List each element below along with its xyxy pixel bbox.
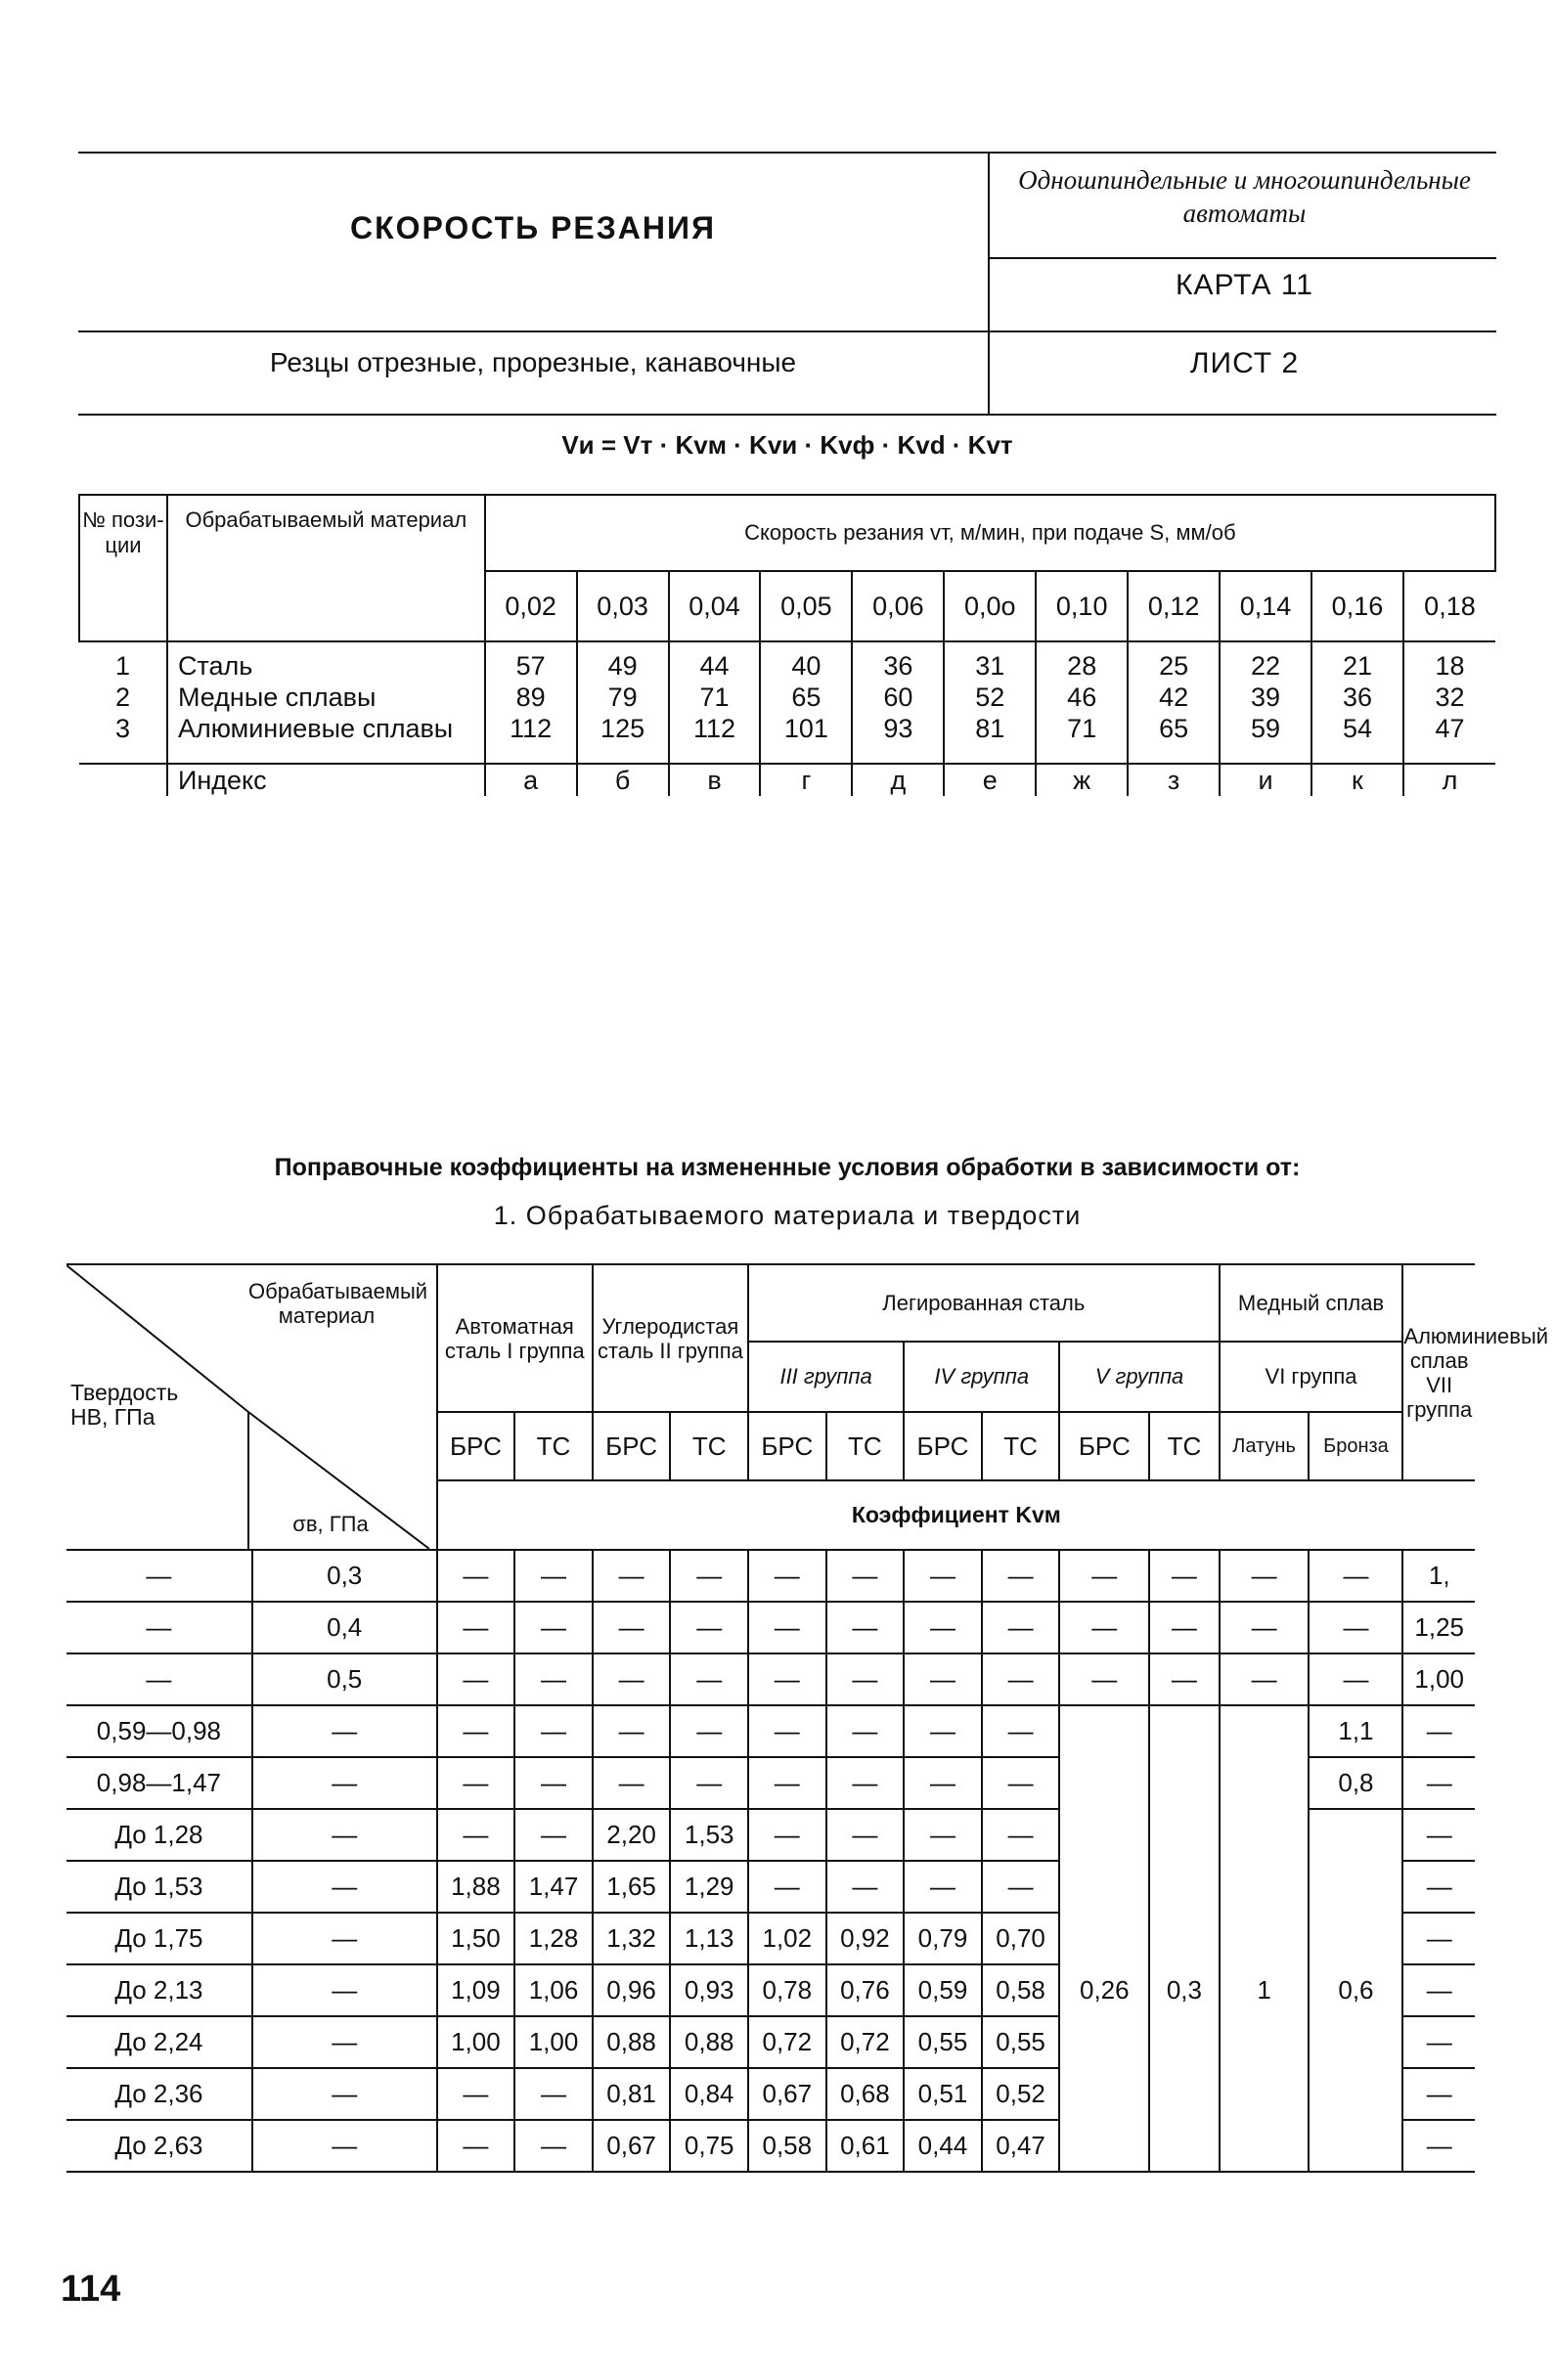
v-group-ts-merged: 0,3 (1149, 1809, 1219, 2172)
speed-values (485, 641, 577, 764)
coefficient-cell: — (437, 1809, 515, 1861)
coefficient-cell: 0,51 (904, 2068, 982, 2120)
coefficient-cell: 0,79 (904, 1913, 982, 1964)
coefficient-cell: — (1149, 1653, 1219, 1705)
coefficient-cell: 0,88 (670, 2016, 748, 2068)
machine-type: Одношпиндельные и многошпиндельные автоматы (1018, 165, 1471, 228)
coefficient-cell: 0,67 (748, 2068, 826, 2120)
coefficient-cell: — (437, 1653, 515, 1705)
coefficient-cell: — (1309, 1550, 1402, 1602)
speed-value: 81 (975, 714, 1005, 743)
group-auto-steel: Автоматная сталь I группа (437, 1264, 593, 1412)
coefficient-cell: — (982, 1757, 1060, 1809)
corner-hardness-label: Твердость НВ, ГПа (70, 1380, 179, 1430)
table-row (67, 1705, 1475, 1757)
aluminium-value: — (1402, 1913, 1475, 1964)
speed-values (1036, 641, 1128, 764)
alloy-group-5: V группа (1059, 1342, 1219, 1412)
coefficient-cell: 0,93 (670, 1964, 748, 2016)
speed-values (852, 641, 944, 764)
position-number: 1 (114, 651, 130, 681)
coefficient-cell: 1,00 (514, 2016, 593, 2068)
aluminium-value: — (1402, 2016, 1475, 2068)
v-group-ts (1149, 1705, 1219, 1809)
coefficient-cell: 1,28 (514, 1913, 593, 1964)
coefficient-cell: 0,58 (748, 2120, 826, 2172)
coefficient-cell: — (1059, 1653, 1149, 1705)
speed-value: 54 (1342, 714, 1372, 743)
coefficient-cell: — (514, 1705, 593, 1757)
sigma-value: — (252, 1913, 437, 1964)
coefficient-cell: — (593, 1757, 671, 1809)
coefficient-cell: — (748, 1757, 826, 1809)
coefficient-cell: — (437, 1602, 515, 1653)
coefficient-cell: 0,96 (593, 1964, 671, 2016)
index-letter: е (944, 764, 1036, 796)
coefficient-cell: 0,92 (826, 1913, 905, 1964)
sigma-value: — (252, 2068, 437, 2120)
divider (988, 257, 1496, 259)
index-letter: и (1220, 764, 1311, 796)
coefficient-cell: — (593, 1550, 671, 1602)
speed-values (577, 641, 669, 764)
aluminium-value: — (1402, 1757, 1475, 1809)
hardness-value: До 2,63 (67, 2120, 252, 2172)
coefficient-cell: — (904, 1550, 982, 1602)
speed-value: 89 (515, 683, 546, 712)
speed-value: 36 (883, 651, 913, 681)
bronze-value: 1,1 (1309, 1705, 1402, 1757)
index-letter: к (1311, 764, 1403, 796)
speed-formula: Vи = Vт · Kvм · Kvи · Kvф · Kvd · Kvт (561, 430, 1013, 460)
table-row (67, 1809, 1475, 1861)
hardness-value: До 2,13 (67, 1964, 252, 2016)
tool-brs: БРС (437, 1412, 515, 1480)
coefficient-cell: — (826, 1705, 905, 1757)
coefficient-cell: — (593, 1602, 671, 1653)
coefficient-cell: — (1059, 1602, 1149, 1653)
coefficient-cell: 0,76 (826, 1964, 905, 2016)
speed-values (1128, 641, 1220, 764)
bronze-value: 0,8 (1309, 1757, 1402, 1809)
coefficient-cell: — (1309, 1602, 1402, 1653)
coefficient-cell: — (437, 2068, 515, 2120)
index-letter: ж (1036, 764, 1128, 796)
material-names (167, 641, 485, 764)
feed-header: 0,16 (1311, 571, 1403, 641)
coefficient-cell: 0,44 (904, 2120, 982, 2172)
material-name: Медные сплавы (177, 683, 377, 712)
table-row (67, 1550, 1475, 1602)
coefficient-cell: — (748, 1653, 826, 1705)
coefficient-cell: 0,47 (982, 2120, 1060, 2172)
divider (988, 152, 990, 416)
coefficient-cell: — (670, 1550, 748, 1602)
feed-header: 0,04 (669, 571, 761, 641)
coefficient-cell: — (1059, 1550, 1149, 1602)
group-alloy-steel: Легированная сталь (748, 1264, 1220, 1342)
coefficient-cell: 1,06 (514, 1964, 593, 2016)
tool-bronze: Бронза (1309, 1412, 1402, 1480)
coefficient-cell: 0,52 (982, 2068, 1060, 2120)
aluminium-value: — (1402, 2120, 1475, 2172)
speed-value: 59 (1251, 714, 1281, 743)
speed-value: 125 (600, 714, 645, 743)
hardness-value: До 1,28 (67, 1809, 252, 1861)
speed-value: 25 (1159, 651, 1189, 681)
coefficient-cell: 0,84 (670, 2068, 748, 2120)
divider (78, 331, 1496, 332)
index-blank (79, 764, 167, 796)
bronze-merged: 0,6 (1309, 1809, 1402, 2172)
coefficient-cell: 0,68 (826, 2068, 905, 2120)
coefficient-cell: — (514, 1757, 593, 1809)
coefficient-cell: — (670, 1757, 748, 1809)
section-heading: Поправочные коэффициенты на измененные условия обработки в зависимости от: (274, 1154, 1301, 1181)
coefficient-cell: — (904, 1602, 982, 1653)
sigma-value: — (252, 2016, 437, 2068)
tool-brs: БРС (1059, 1412, 1149, 1480)
coefficient-cell: — (748, 1705, 826, 1757)
coefficient-cell: 0,72 (748, 2016, 826, 2068)
coefficient-cell: — (437, 1550, 515, 1602)
speed-value: 32 (1435, 683, 1465, 712)
coefficient-cell: — (826, 1861, 905, 1913)
speed-value: 49 (607, 651, 638, 681)
card-number: КАРТА 11 (1176, 269, 1313, 301)
feed-header: 0,12 (1128, 571, 1220, 641)
speed-value: 52 (975, 683, 1005, 712)
speed-value: 93 (883, 714, 913, 743)
hardness-value: 0,98—1,47 (67, 1757, 252, 1809)
coefficient-cell: 0,75 (670, 2120, 748, 2172)
coefficient-label: Коэффициент Kvм (437, 1480, 1475, 1550)
speed-value: 40 (791, 651, 822, 681)
coefficient-cell: 0,59 (904, 1964, 982, 2016)
speed-value: 46 (1067, 683, 1097, 712)
coefficient-cell: — (826, 1550, 905, 1602)
aluminium-value: — (1402, 1809, 1475, 1861)
coefficient-cell: 1,88 (437, 1861, 515, 1913)
aluminium-value: 1,25 (1402, 1602, 1475, 1653)
hardness-value: — (67, 1602, 252, 1653)
speed-value: 31 (975, 651, 1005, 681)
coefficient-cell: — (982, 1705, 1060, 1757)
speed-value: 112 (510, 714, 553, 743)
corner-material-label: Обрабатываемый материал (248, 1279, 428, 1328)
coefficient-cell: — (826, 1809, 905, 1861)
hardness-value: 0,59—0,98 (67, 1705, 252, 1757)
speed-values (1311, 641, 1403, 764)
col-speed-header: Скорость резания vт, м/мин, при подаче S, мм/об (485, 495, 1495, 571)
coefficient-cell: 1,00 (437, 2016, 515, 2068)
sigma-value: 0,4 (252, 1602, 437, 1653)
coefficient-cell: — (670, 1705, 748, 1757)
coefficient-cell: — (437, 1757, 515, 1809)
corner-sigma-label: σв, ГПа (292, 1512, 369, 1536)
position-number: 2 (114, 683, 130, 712)
table-row (67, 1602, 1475, 1653)
coefficient-cell: — (748, 1550, 826, 1602)
sigma-value: 0,3 (252, 1550, 437, 1602)
coefficient-cell: — (514, 1809, 593, 1861)
speed-values (1403, 641, 1495, 764)
coefficient-cell: 1,02 (748, 1913, 826, 1964)
coefficient-cell: — (514, 2120, 593, 2172)
sigma-value: — (252, 2120, 437, 2172)
coefficient-cell: — (1149, 1550, 1219, 1602)
hardness-value: До 1,53 (67, 1861, 252, 1913)
coefficient-cell: — (670, 1653, 748, 1705)
tool-brs: БРС (593, 1412, 671, 1480)
speed-value: 57 (515, 651, 546, 681)
coefficient-cell: — (748, 1809, 826, 1861)
coefficient-cell: — (904, 1861, 982, 1913)
aluminium-value: 1,00 (1402, 1653, 1475, 1705)
speed-value: 39 (1251, 683, 1281, 712)
page-subtitle: Резцы отрезные, прорезные, канавочные (269, 347, 797, 377)
speed-value: 44 (699, 651, 730, 681)
speed-values (669, 641, 761, 764)
coefficient-cell: — (514, 1550, 593, 1602)
material-name: Алюминиевые сплавы (177, 714, 454, 743)
page-title: СКОРОСТЬ РЕЗАНИЯ (349, 210, 717, 245)
speed-values (760, 641, 852, 764)
coefficient-cell: — (437, 2120, 515, 2172)
speed-value: 65 (1159, 714, 1189, 743)
speed-values (944, 641, 1036, 764)
tool-ts: ТС (1149, 1412, 1219, 1480)
header-block (78, 152, 1496, 416)
coefficient-cell: 1,50 (437, 1913, 515, 1964)
coefficient-cell: — (982, 1861, 1060, 1913)
v-group-brs-merged: 0,26 (1059, 1809, 1149, 2172)
divider (78, 152, 1496, 154)
sigma-value: — (252, 1964, 437, 2016)
coefficient-cell: — (982, 1602, 1060, 1653)
coefficient-cell: 0,81 (593, 2068, 671, 2120)
hardness-value: — (67, 1550, 252, 1602)
speed-value: 65 (791, 683, 822, 712)
v-group-brs (1059, 1705, 1149, 1809)
table-corner (67, 1264, 437, 1550)
speed-value: 101 (783, 714, 828, 743)
tool-ts: ТС (514, 1412, 593, 1480)
tool-ts: ТС (670, 1412, 748, 1480)
coefficient-cell: 0,88 (593, 2016, 671, 2068)
aluminium-value: — (1402, 1705, 1475, 1757)
aluminium-value: — (1402, 2068, 1475, 2120)
coefficient-cell: 1,65 (593, 1861, 671, 1913)
coefficient-cell: 0,67 (593, 2120, 671, 2172)
tool-ts: ТС (826, 1412, 905, 1480)
hardness-value: До 1,75 (67, 1913, 252, 1964)
material-name: Сталь (177, 651, 253, 681)
coefficient-cell: 0,70 (982, 1913, 1060, 1964)
coefficient-cell: 0,78 (748, 1964, 826, 2016)
speed-value: 60 (883, 683, 913, 712)
coefficient-cell: 1,32 (593, 1913, 671, 1964)
coefficient-cell: — (1220, 1550, 1310, 1602)
hardness-value: До 2,36 (67, 2068, 252, 2120)
index-letter: з (1128, 764, 1220, 796)
coefficient-cell: — (904, 1809, 982, 1861)
sigma-value: — (252, 1809, 437, 1861)
feed-header: 0,03 (577, 571, 669, 641)
coefficient-cell: 0,55 (904, 2016, 982, 2068)
coefficient-cell: 0,58 (982, 1964, 1060, 2016)
speed-value: 28 (1067, 651, 1097, 681)
index-letter: д (852, 764, 944, 796)
speed-value: 22 (1251, 651, 1281, 681)
aluminium-value: 1, (1402, 1550, 1475, 1602)
brass-blank (1220, 1705, 1310, 1809)
page-number: 114 (61, 2269, 121, 2310)
sheet-number: ЛИСТ 2 (1189, 347, 1300, 379)
feed-header: 0,10 (1036, 571, 1128, 641)
speed-value: 42 (1159, 683, 1189, 712)
index-letter: г (760, 764, 852, 796)
col-material-header: Обрабатываемый материал (167, 495, 485, 641)
sigma-value: — (252, 1757, 437, 1809)
tool-brass: Латунь (1220, 1412, 1310, 1480)
coefficient-cell: — (982, 1653, 1060, 1705)
coefficient-cell: — (1220, 1653, 1310, 1705)
coefficient-cell: — (826, 1602, 905, 1653)
coefficient-cell: — (514, 1653, 593, 1705)
tool-brs: БРС (748, 1412, 826, 1480)
group-copper-alloy: Медный сплав (1220, 1264, 1403, 1342)
coefficient-cell: — (904, 1653, 982, 1705)
index-letter: в (669, 764, 761, 796)
coefficient-cell: 0,61 (826, 2120, 905, 2172)
table-row (67, 1653, 1475, 1705)
coefficient-cell: — (593, 1653, 671, 1705)
position-numbers (79, 641, 167, 764)
hardness-value: — (67, 1653, 252, 1705)
coefficient-cell: — (748, 1861, 826, 1913)
speed-value: 47 (1435, 714, 1465, 743)
coefficient-cell: — (670, 1602, 748, 1653)
speed-value: 112 (692, 714, 736, 743)
coefficient-cell: 1,53 (670, 1809, 748, 1861)
sigma-value: — (252, 1861, 437, 1913)
coefficient-cell: 2,20 (593, 1809, 671, 1861)
coefficient-cell: 1,47 (514, 1861, 593, 1913)
speed-values (1220, 641, 1311, 764)
speed-value: 36 (1342, 683, 1372, 712)
col-position-header: № пози-ции (79, 495, 167, 641)
divider (78, 414, 1496, 416)
coefficient-cell: — (982, 1550, 1060, 1602)
section-subheading: 1. Обрабатываемого материала и твердости (493, 1201, 1082, 1230)
coefficient-cell: — (826, 1757, 905, 1809)
index-label: Индекс (167, 764, 485, 796)
alloy-group-4: IV группа (904, 1342, 1059, 1412)
alloy-group-3: III группа (748, 1342, 904, 1412)
coefficient-cell: — (1149, 1602, 1219, 1653)
cutting-speed-table (78, 494, 1496, 796)
aluminium-value: — (1402, 1964, 1475, 2016)
feed-header: 0,0o (944, 571, 1036, 641)
coefficient-cell: 1,29 (670, 1861, 748, 1913)
sigma-value: 0,5 (252, 1653, 437, 1705)
brass-merged: 1 (1220, 1809, 1310, 2172)
tool-ts: ТС (982, 1412, 1060, 1480)
coefficient-cell: — (514, 2068, 593, 2120)
correction-coefficient-table (67, 1263, 1549, 2173)
index-letter: а (485, 764, 577, 796)
position-number: 3 (114, 714, 130, 743)
speed-value: 71 (1067, 714, 1097, 743)
coefficient-cell: — (826, 1653, 905, 1705)
tool-brs: БРС (904, 1412, 982, 1480)
feed-header: 0,06 (852, 571, 944, 641)
coefficient-cell: 0,55 (982, 2016, 1060, 2068)
table-row (79, 641, 1495, 764)
sigma-value: — (252, 1705, 437, 1757)
index-letter: б (577, 764, 669, 796)
feed-header: 0,18 (1403, 571, 1495, 641)
speed-value: 71 (699, 683, 730, 712)
feed-header: 0,05 (760, 571, 852, 641)
copper-group-6: VI группа (1220, 1342, 1403, 1412)
group-aluminium-alloy: Алюминиевый сплав VII группа (1402, 1264, 1475, 1480)
feed-header: 0,14 (1220, 571, 1311, 641)
hardness-value: До 2,24 (67, 2016, 252, 2068)
coefficient-cell: — (437, 1705, 515, 1757)
coefficient-cell: 1,09 (437, 1964, 515, 2016)
coefficient-cell: — (593, 1705, 671, 1757)
coefficient-cell: — (904, 1757, 982, 1809)
aluminium-value: — (1402, 1861, 1475, 1913)
speed-value: 18 (1435, 651, 1465, 681)
group-carbon-steel: Углеродистая сталь II группа (593, 1264, 748, 1412)
feed-header: 0,02 (485, 571, 577, 641)
index-letter: л (1403, 764, 1495, 796)
speed-value: 79 (607, 683, 638, 712)
coefficient-cell: — (1220, 1602, 1310, 1653)
speed-value: 21 (1342, 651, 1372, 681)
coefficient-cell: — (748, 1602, 826, 1653)
coefficient-cell: — (904, 1705, 982, 1757)
coefficient-cell: — (514, 1602, 593, 1653)
coefficient-cell: 1,13 (670, 1913, 748, 1964)
coefficient-cell: — (982, 1809, 1060, 1861)
coefficient-cell: 0,72 (826, 2016, 905, 2068)
coefficient-cell: — (1309, 1653, 1402, 1705)
